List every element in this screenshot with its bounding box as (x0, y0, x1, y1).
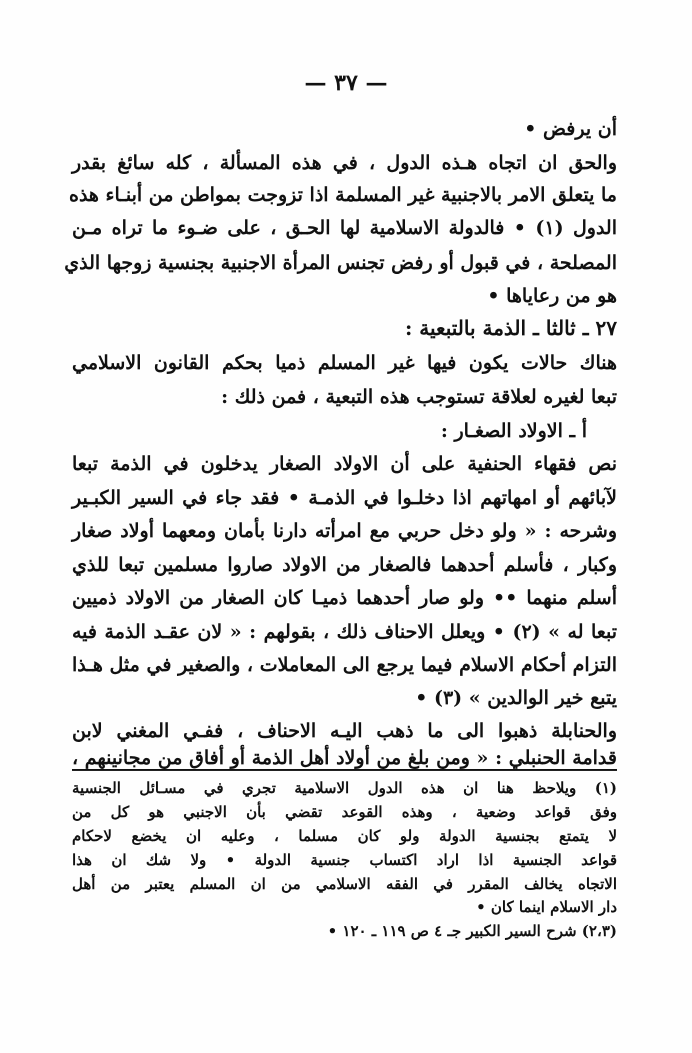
body-line-3: ما يتعلق الامر بالاجنبية غير المسلمة اذا تزوجت بمواطن من أبنـاء هذه (69, 184, 617, 206)
footnote-line-3: لا يتمتع بجنسية الدولة ولو كان مسلما ، وعليه ان يخضع لاحكام (72, 827, 617, 845)
body-line-14: وكبار ، فأسلم أحدهما فالصغار من الاولاد صاروا مسلمين تبعا للذي (72, 554, 617, 576)
footnote-line-5: الاتجاه يخالف المقرر في الفقه الاسلامي من ان المسلم يعتبر من أهل (72, 875, 617, 893)
footnote-line-4: قواعد الجنسية اذا اراد اكتساب جنسية الدولة • ولا شك ان هذا (72, 851, 617, 869)
body-line-1: أن يرفض • (524, 118, 617, 140)
body-line-4: الدول (١) • فالدولة الاسلامية لها الحـق ، على ضـوء ما تراه مـن (72, 217, 617, 239)
footnote-line-6: دار الاسلام اينما كان • (476, 898, 617, 916)
body-line-8: هناك حالات يكون فيها غير المسلم ذميا بحكم القانون الاسلامي (72, 352, 617, 374)
page-number: — ٣٧ — (304, 70, 388, 96)
body-line-15: أسلم منهما •• ولو صار أحدهما ذميـا كان الصغار من الاولاد ذميين (72, 587, 617, 609)
body-line-17: التزام أحكام الاسلام فيما يرجع الى المعاملات ، والصغير في مثل هـذا (72, 654, 617, 676)
body-line-20: قدامة الحنبلي : « ومن بلغ من أولاد أهل الذمة أو أفاق من مجانينهم ، (72, 747, 617, 769)
body-line-2: والحق ان اتجاه هـذه الدول ، في هذه المسألة ، كله سائغ بقدر (72, 152, 617, 174)
subheading: أ ـ الاولاد الصغـار : (440, 420, 587, 442)
body-line-18: يتبع خير الوالدين » (٣) • (415, 687, 617, 709)
body-line-16: تبعا له » (٢) • ويعلل الاحناف ذلك ، بقولهم : « لان عقـد الذمة فيه (72, 621, 617, 643)
body-line-5: المصلحة ، في قبول أو رفض تجنس المرأة الاجنبية بجنسية زوجها الذي (64, 252, 617, 274)
body-line-6: هو من رعاياها • (487, 285, 617, 307)
section-heading: ٢٧ ـ ثالثا ـ الذمة بالتبعية : (404, 316, 617, 340)
body-line-11: نص فقهاء الحنفية على أن الاولاد الصغار يدخلون في الذمة تبعا (72, 453, 617, 475)
body-line-19: والحنابلة ذهبوا الى ما ذهب اليـه الاحناف ، ففـي المغني لابن (72, 720, 617, 742)
body-line-9: تبعا لغيره لعلاقة تستوجب هذه التبعية ، فمن ذلك : (221, 386, 617, 408)
footnote-line-2: وفق قواعد وضعية ، وهذه القوعد تقضي بأن الاجنبي هو كل من (72, 803, 617, 821)
body-line-13: وشرحه : « ولو دخل حربي مع امرأته دارنا بأمان ومعهما أولاد صغار (72, 520, 617, 542)
body-line-12: لآبائهم أو امهاتهم اذا دخلـوا في الذمـة • فقد جاء في السير الكبـير (72, 487, 617, 509)
footnote-line-7: (٢،٣) شرح السير الكبير جـ ٤ ص ١١٩ ـ ١٢٠ • (327, 922, 617, 940)
footnote-separator (72, 770, 617, 771)
footnote-line-1: (١) ويلاحظ هنا ان هذه الدول الاسلامية تجري في مسـائل الجنسية (72, 779, 617, 797)
